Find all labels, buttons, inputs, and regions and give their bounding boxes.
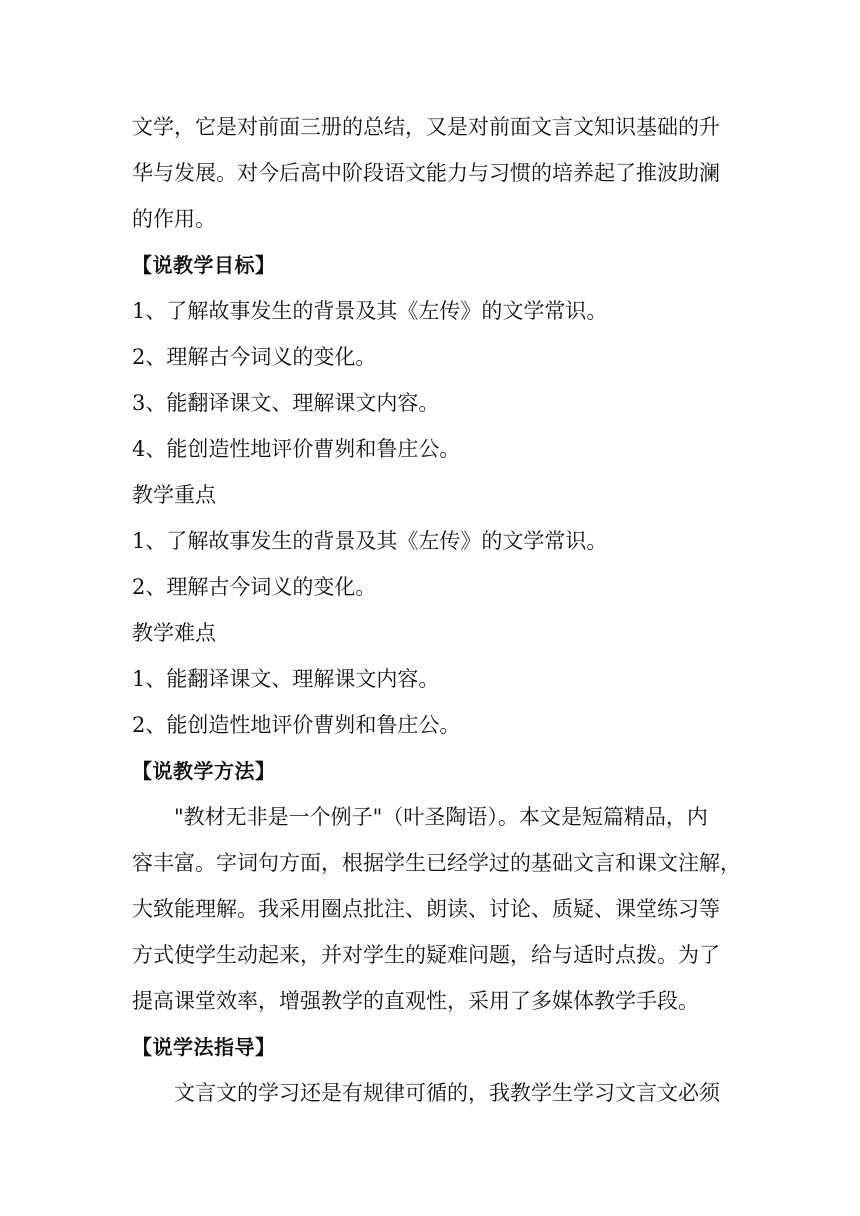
key-point-item-2: 2、理解古今词义的变化。 <box>132 575 377 599</box>
methods-line-3: 大致能理解。我采用圈点批注、朗读、讨论、质疑、课堂练习等 <box>132 897 720 921</box>
section-heading-goals: 【说教学目标】 <box>132 253 276 277</box>
methods-line-1: "教材无非是一个例子"（叶圣陶语）。本文是短篇精品，内 <box>174 805 708 829</box>
goal-item-4: 4、能创造性地评价曹刿和鲁庄公。 <box>132 437 461 461</box>
goal-item-2: 2、理解古今词义的变化。 <box>132 345 377 369</box>
page-content <box>132 104 741 1116</box>
goal-item-3: 3、能翻译课文、理解课文内容。 <box>132 391 440 415</box>
methods-line-2: 容丰富。字词句方面，根据学生已经学过的基础文言和课文注解， <box>132 851 741 875</box>
section-heading-study-guide: 【说学法指导】 <box>132 1035 276 1059</box>
intro-line-1: 文学，它是对前面三册的总结，又是对前面文言文知识基础的升 <box>132 115 720 139</box>
subheading-key-points: 教学重点 <box>132 483 216 507</box>
methods-line-5: 提高课堂效率，增强教学的直观性，采用了多媒体教学手段。 <box>132 989 699 1013</box>
methods-line-4: 方式使学生动起来，并对学生的疑难问题，给与适时点拨。为了 <box>132 943 720 967</box>
study-guide-line-1: 文言文的学习还是有规律可循的，我教学生学习文言文必须 <box>174 1081 720 1105</box>
difficult-point-item-1: 1、能翻译课文、理解课文内容。 <box>132 667 440 691</box>
key-point-item-1: 1、了解故事发生的背景及其《左传》的文学常识。 <box>132 529 608 553</box>
intro-line-2: 华与发展。对今后高中阶段语文能力与习惯的培养起了推波助澜 <box>132 161 720 185</box>
section-heading-methods: 【说教学方法】 <box>132 759 276 783</box>
goal-item-1: 1、了解故事发生的背景及其《左传》的文学常识。 <box>132 299 608 323</box>
subheading-difficult-points: 教学难点 <box>132 621 216 645</box>
intro-line-3: 的作用。 <box>132 207 216 231</box>
difficult-point-item-2: 2、能创造性地评价曹刿和鲁庄公。 <box>132 713 461 737</box>
